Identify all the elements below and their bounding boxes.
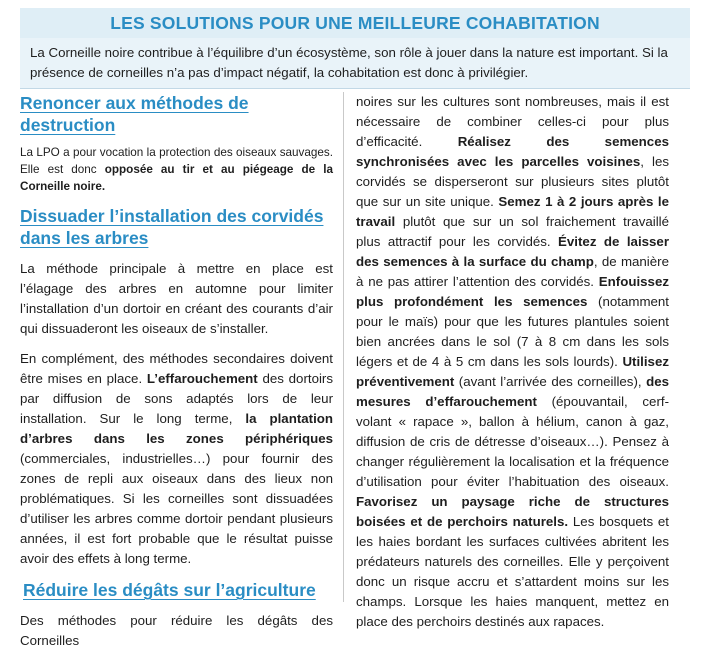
bold-run: L’effarouchement (146, 371, 258, 386)
heading-reduire: Réduire les dégâts sur l’agriculture (23, 580, 316, 600)
bold-run: préventivement (356, 374, 455, 389)
text-run: La LPO a pour vocation la protection des oiseaux sauvages. Elle est donc (20, 146, 333, 176)
bold-run: la plantation d’arbres dans les zones périphériques (20, 411, 334, 446)
bold-run: Réalisez des semences synchronisées avec les parcelles voisines (356, 134, 669, 169)
text-run: Les bosquets et les haies bordant les surfaces cultivées abritent les prédateurs naturels des corneilles. Elle y perçoivent donc un risque accru et s’attardent moins sur les champs. Lorsque les haies manquent, mettez en place des perchoirs destinés aux rapaces. (356, 514, 669, 629)
text-run: (notamment pour le maïs) pour que les futures plantules soient bien ancrées dans le sol (7 à 8 cm dans les sols légers et de 4 à 5 cm dans les sols lourds). (356, 294, 669, 369)
section-banner (20, 8, 690, 38)
paragraph-complement (20, 349, 333, 569)
text-run: , de manière à ne pas attirer l’attention des corvidés. (356, 254, 669, 289)
bold-run: Évitez de laisser des semences à la surface du champ (356, 234, 670, 269)
paragraph-renoncer (20, 144, 333, 195)
paragraph-elagage: La méthode principale à mettre en place est l’élagage des arbres en automne pour limiter l’installation d’un dortoir en créant des courants d’air qui dissuaderont les oiseaux de s’installer. (20, 261, 333, 336)
text-run: , les corvidés se disperseront sur plusieurs sites plutôt que sur un site unique. (356, 154, 670, 209)
paragraph-reduire-start: Des méthodes pour réduire les dégâts des Corneilles (20, 613, 333, 648)
heading-dissuader: Dissuader l’installation des corvidés dans les arbres (20, 206, 324, 248)
bold-run: Favorisez un paysage riche de structures boisées et de perchoirs naturels. (356, 494, 669, 529)
text-run: (épouvantail, cerf-volant « rapace », ballon à hélium, canon à gaz, diffusion de cris de détresse d’oiseaux…). Pensez à changer régulièrement la localisation et la fréquence d’utilisation pour éviter l’habituation des oiseaux. (356, 394, 669, 489)
paragraph-agriculture (356, 92, 669, 632)
left-column (20, 92, 344, 648)
bold-run: Semez 1 à 2 jours après le travail (356, 194, 669, 229)
bold-run: Utilisez (622, 354, 669, 369)
text-run: (avant l’arrivée des corneilles), (454, 374, 647, 389)
text-run: En complément, des méthodes secondaires doivent être mises en place. (20, 351, 333, 386)
bold-run: des mesures d’effarouchement (356, 374, 669, 409)
bold-run: opposée au tir et au piégeage de la Corneille noire. (20, 163, 333, 193)
bold-run: Enfouissez plus profondément les semences (356, 274, 669, 309)
intro-text: La Corneille noire contribue à l’équilibre d’un écosystème, son rôle à jouer dans la nature est important. Si la présence de corneilles n’a pas d’impact négatif, la cohabitation est donc à privilégier. (30, 45, 668, 80)
heading-renoncer: Renoncer aux méthodes de destruction (20, 93, 249, 135)
text-run: plutôt que sur un sol fraichement travaillé plus attractif pour les corvidés. (356, 214, 669, 249)
text-run: (commerciales, industrielles…) pour fournir des zones de repli aux oiseaux dans des lieux non problématiques. Si les corneilles sont dissuadées d’utiliser les arbres comme dortoir pendant plusieurs années, il est fort probable que le résultat puisse avoir des effets à long terme. (20, 451, 333, 566)
section-title: LES SOLUTIONS POUR UNE MEILLEURE COHABITATION (110, 13, 600, 33)
right-column (356, 92, 670, 629)
text-run: des dortoirs par diffusion de sons adaptés lors de leur installation. Sur le long terme, (20, 371, 333, 426)
text-run: noires sur les cultures sont nombreuses, mais il est nécessaire de combiner celles-ci pour plus d’efficacité. (356, 94, 669, 149)
intro-box (20, 38, 690, 89)
